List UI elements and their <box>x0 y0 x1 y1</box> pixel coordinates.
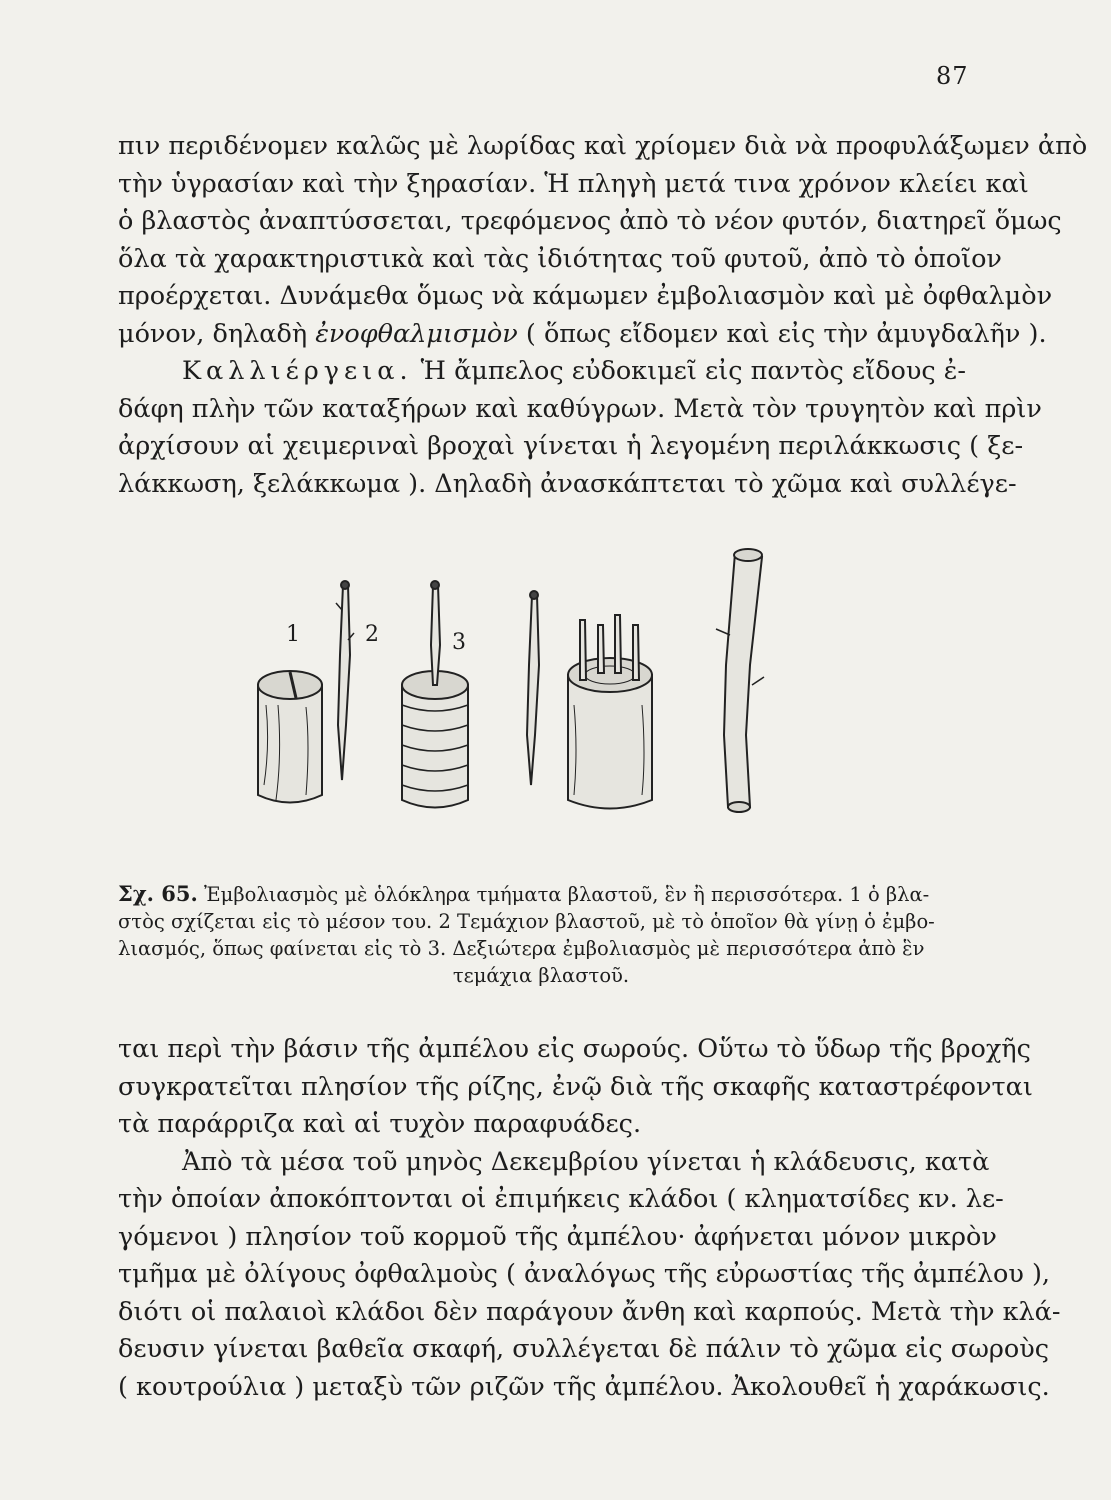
text-line: ὅλα τὰ χαρακτηριστικὰ καὶ τὰς ἰδιότητας τοῦ φυτοῦ, ἀπὸ τὸ ὁποῖον <box>118 243 1002 274</box>
text-line: ἀρχίσουν αἱ χειμεριναὶ βροχαὶ γίνεται ἡ λεγομένη περιλάκκωσις ( ξε- <box>118 431 1024 461</box>
caption-line: στὸς σχίζεται εἰς τὸ μέσον του. 2 Τεμάχιον βλαστοῦ, μὲ τὸ ὁποῖον θὰ γίνῃ ὁ ἐμβο- <box>118 910 935 933</box>
section-heading: Καλλιέργεια. <box>182 356 413 386</box>
text-line: ( κουτρούλια ) μεταξὺ τῶν ριζῶν τῆς ἀμπέλου. Ἀκολουθεῖ ἡ χαράκωσις. <box>118 1371 1050 1402</box>
caption-line: τεμάχια βλαστοῦ. <box>452 964 630 987</box>
text-line: λάκκωση, ξελάκκωμα ). Δηλαδὴ ἀνασκάπτεται τὸ χῶμα καὶ συλλέγε- <box>118 468 1017 499</box>
multi-graft-stump-drawing <box>568 615 652 809</box>
scion-drawing <box>527 591 539 785</box>
text-line: προέρχεται. Δυνάμεθα ὅμως νὰ κάμωμεν ἐμβολιασμὸν καὶ μὲ ὀφθαλμὸν <box>118 281 1053 311</box>
text-line: Καλλιέργεια. Ἡ ἄμπελος εὐδοκιμεῖ εἰς παντὸς εἴδους ἐ- <box>182 356 967 386</box>
bottom-text-block <box>118 1031 1061 1406</box>
italic-term: ἐνοφθαλμισμὸν <box>315 318 518 349</box>
scion-drawing <box>336 581 354 780</box>
figure-label-1: 1 <box>286 622 300 647</box>
caption-line: Σχ. 65. Ἐμβολιασμὸς μὲ ὁλόκληρα τμήματα βλαστοῦ, ἓν ἢ περισσότερα. 1 ὁ βλα- <box>118 881 930 906</box>
text-line: διότι οἱ παλαιοὶ κλάδοι δὲν παράγουν ἄνθη καὶ καρπούς. Μετὰ τὴν κλά- <box>118 1296 1061 1327</box>
tied-stump-drawing <box>402 581 468 808</box>
text-line: γόμενοι ) πλησίον τοῦ κορμοῦ τῆς ἀμπέλου· ἀφήνεται μόνον μικρὸν <box>118 1221 997 1252</box>
caption-line: λιασμός, ὅπως φαίνεται εἰς τὸ 3. Δεξιώτερα ἐμβολιασμὸς μὲ περισσότερα ἀπὸ ἓν <box>118 937 925 960</box>
caption-label: Σχ. 65. <box>118 881 198 906</box>
split-stump-drawing <box>258 671 322 803</box>
text-line: τὴν ὁποίαν ἀποκόπτονται οἱ ἐπιμήκεις κλάδοι ( κληματσίδες κν. λε- <box>118 1184 1004 1214</box>
grafting-figure <box>230 545 830 875</box>
figure-label-3: 3 <box>452 630 466 655</box>
text-line: ὁ βλαστὸς ἀναπτύσσεται, τρεφόμενος ἀπὸ τὸ νέον φυτόν, διατηρεῖ ὅμως <box>118 206 1062 236</box>
page-number: 87 <box>936 62 969 90</box>
text-line: ται περὶ τὴν βάσιν τῆς ἀμπέλου εἰς σωρούς. Οὕτω τὸ ὕδωρ τῆς βροχῆς <box>118 1034 1031 1064</box>
text-line: συγκρατεῖται πλησίον τῆς ρίζης, ἐνῷ διὰ τῆς σκαφῆς καταστρέφονται <box>118 1071 1033 1102</box>
text-line: δευσιν γίνεται βαθεῖα σκαφή, συλλέγεται δὲ πάλιν τὸ χῶμα εἰς σωροὺς <box>118 1334 1050 1364</box>
text-line: πιν περιδένομεν καλῶς μὲ λωρίδας καὶ χρίομεν διὰ νὰ προφυλάξωμεν ἀπὸ <box>118 131 1088 161</box>
text-line: Ἀπὸ τὰ μέσα τοῦ μηνὸς Δεκεμβρίου γίνεται ἡ κλάδευσις, κατὰ <box>182 1146 990 1177</box>
text-line: μόνον, δηλαδὴ ἐνοφθαλμισμὸν ( ὅπως εἴδομεν καὶ εἰς τὴν ἀμυγδαλῆν ). <box>118 318 1047 349</box>
text-line: τμῆμα μὲ ὀλίγους ὀφθαλμοὺς ( ἀναλόγως τῆς εὐρωστίας τῆς ἀμπέλου ), <box>118 1259 1050 1289</box>
text-line: τὰ παράρριζα καὶ αἱ τυχὸν παραφυάδες. <box>118 1109 642 1139</box>
top-text-block <box>118 128 1088 503</box>
grafting-illustration <box>230 545 830 875</box>
text-line: τὴν ὑγρασίαν καὶ τὴν ξηρασίαν. Ἡ πληγὴ μετά τινα χρόνον κλείει καὶ <box>118 168 1029 199</box>
text-line: δάφη πλὴν τῶν καταξήρων καὶ καθύγρων. Μετὰ τὸν τρυγητὸν καὶ πρὶν <box>118 393 1042 424</box>
figure-label-2: 2 <box>365 622 379 647</box>
figure-caption <box>118 880 964 989</box>
tall-branch-drawing <box>716 549 764 812</box>
